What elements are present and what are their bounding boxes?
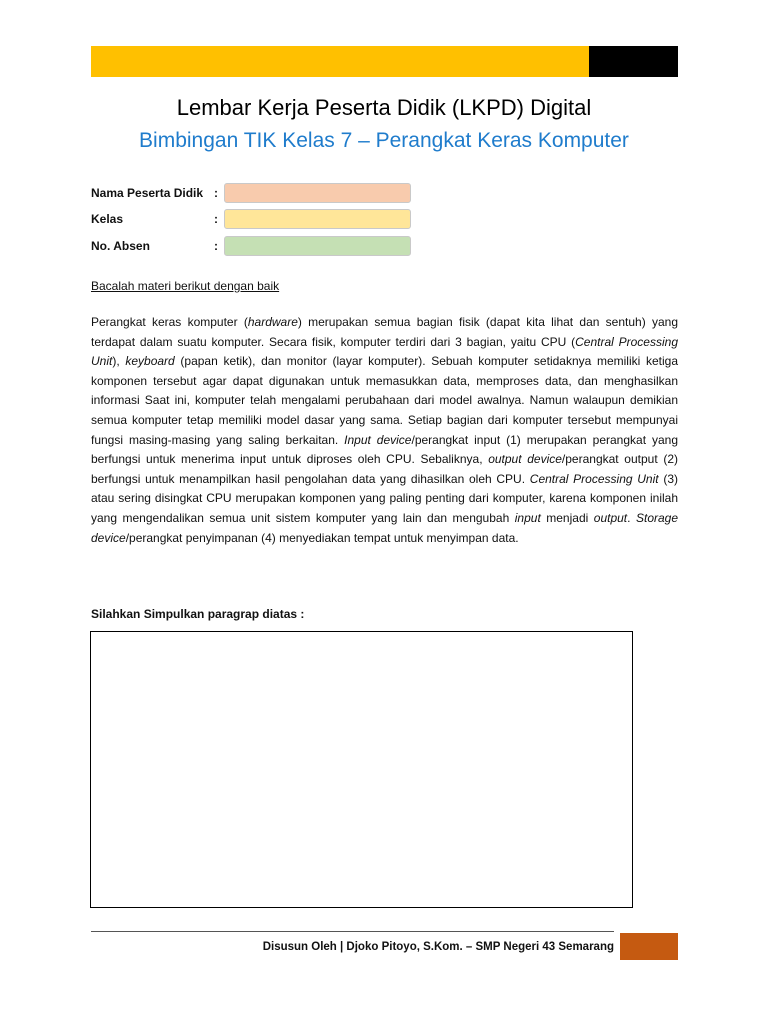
class-colon: : <box>214 212 218 226</box>
paragraph-italic-term: output <box>593 510 628 525</box>
form-row-class <box>91 209 411 229</box>
paragraph-italic-term: keyboard <box>125 354 175 369</box>
paragraph-text: (papan ketik), dan monitor (layar komputer). Sebuah komputer setidaknya memiliki ketiga komponen tersebut agar dapat digunakan untuk memasukkan data, memproses data, dan menghasilkan informasi Saat ini, komputer telah mengalami perubahaan dari model awalnya. Namun walaupun demikian semua komputer tetap memiliki model dasar yang sama. Setiap bagian dari komputer tersebut mempunyai fungsi masing-masing yang saling berkaitan. <box>91 354 678 447</box>
header-bar-black <box>589 46 678 77</box>
name-colon: : <box>214 186 218 200</box>
paragraph-text: (3) atau sering disingkat CPU merupakan komponen yang paling penting dari komputer, karena komponen inilah yang mengendalikan semua unit sistem komputer yang lain dan mengubah <box>91 471 678 525</box>
form-row-name <box>91 183 411 203</box>
class-input[interactable] <box>224 209 411 229</box>
summary-answer-box[interactable] <box>90 631 633 908</box>
paragraph-text: Perangkat keras komputer ( <box>91 315 248 329</box>
paragraph-text: ), <box>112 354 126 369</box>
header-color-bar <box>91 46 678 77</box>
absen-input[interactable] <box>224 236 411 256</box>
name-label: Nama Peserta Didik <box>91 186 204 200</box>
name-input[interactable] <box>224 183 411 203</box>
paragraph-italic-term: output device <box>488 452 562 467</box>
page-title: Lembar Kerja Peserta Didik (LKPD) Digital <box>176 95 592 120</box>
paragraph-text: /perangkat output (2) berfungsi untuk menampilkan hasil pengolahan data yang dihasilkan oleh CPU. <box>91 452 678 486</box>
paragraph-italic-term: hardware <box>247 315 298 329</box>
paragraph-italic-term: Central Processing Unit <box>529 471 659 486</box>
form-row-absen <box>91 236 411 256</box>
paragraph-text: menjadi <box>540 510 594 525</box>
class-label: Kelas <box>91 212 124 226</box>
paragraph-italic-term: Central Processing Unit <box>91 334 678 369</box>
page-subtitle: Bimbingan TIK Kelas 7 – Perangkat Keras Komputer <box>139 129 629 152</box>
paragraph-text: ) merupakan semua bagian fisik (dapat kita lihat dan sentuh) yang terdapat dalam suatu komputer. Secara fisik, komputer terdiri dari 3 bagian, yaitu CPU ( <box>91 315 678 349</box>
paragraph-text: /perangkat input (1) merupakan perangkat yang berfungsi untuk menerima input untuk diproses oleh CPU. Sebaliknya, <box>91 432 678 467</box>
paragraph-text: . <box>627 510 636 525</box>
footer-divider <box>91 931 614 932</box>
footer-credit: Disusun Oleh | Djoko Pitoyo, S.Kom. – SMP Negeri 43 Semarang <box>262 941 614 953</box>
footer-accent-block <box>620 933 678 960</box>
paragraph-italic-term: Input device <box>344 432 412 447</box>
paragraph-text: /perangkat penyimpanan (4) menyediakan tempat untuk menyimpan data. <box>125 530 519 545</box>
paragraph-italic-term: input <box>514 510 541 525</box>
header-bar-gold <box>91 46 589 77</box>
absen-label: No. Absen <box>91 239 150 253</box>
reading-paragraph <box>91 313 678 548</box>
absen-colon: : <box>214 239 218 253</box>
summary-prompt: Silahkan Simpulkan paragrap diatas : <box>91 607 305 621</box>
reading-instruction: Bacalah materi berikut dengan baik <box>91 279 280 293</box>
paragraph-italic-term: Storage device <box>91 510 679 545</box>
